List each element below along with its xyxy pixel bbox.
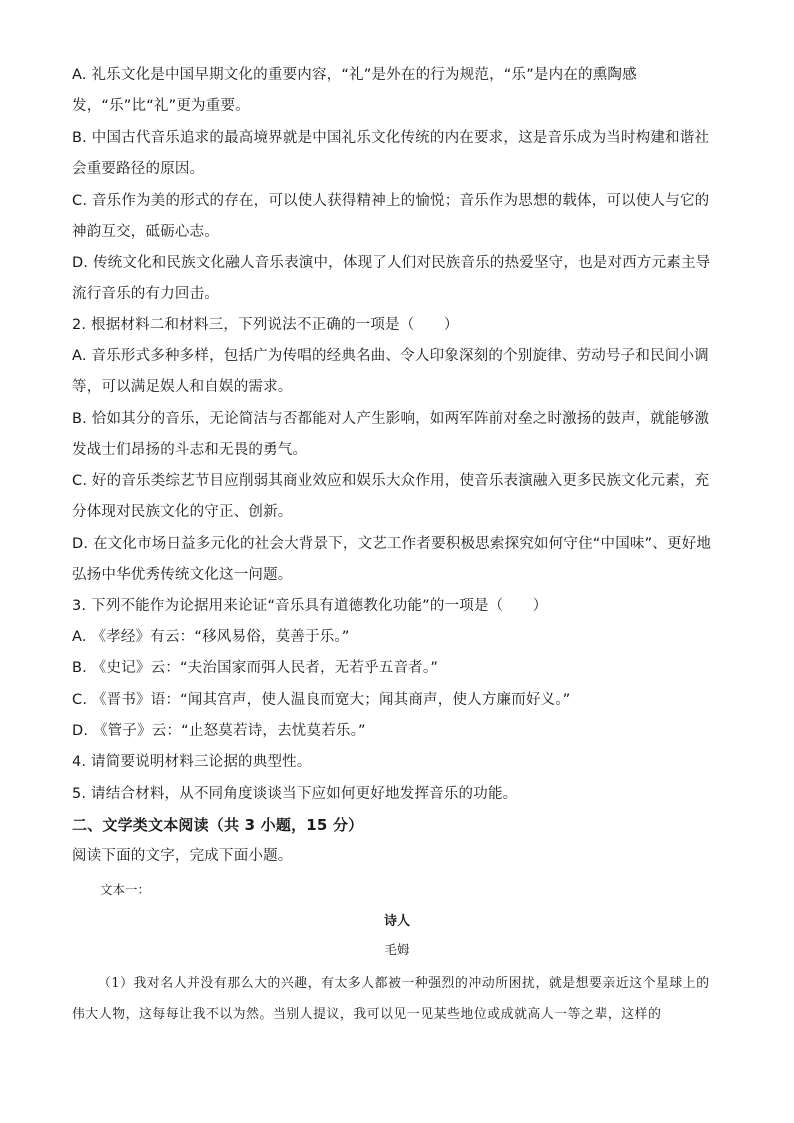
q3-option-d: D. 《管子》云：“止怒莫若诗，去忧莫若乐。” <box>72 723 366 739</box>
q3-stem: 3. 下列不能作为论据用来论证“音乐具有道德教化功能”的一项是（ ） <box>72 598 548 614</box>
q2-option-d: D. 在文化市场日益多元化的社会大背景下，文艺工作者要积极思索探究如何守住“中国味”、更好地弘扬中华优秀传统文化这一问题。 <box>72 536 712 583</box>
q2-option-a: A. 音乐形式多种多样，包括广为传唱的经典名曲、令人印象深刻的个别旋律、劳动号子和民间小调等，可以满足娱人和自娱的需求。 <box>72 348 709 395</box>
section-instruction: 阅读下面的文字，完成下面小题。 <box>72 848 293 864</box>
q4-stem: 4. 请简要说明材料三论据的典型性。 <box>72 754 312 770</box>
q1-option-c: C. 音乐作为美的形式的存在，可以使人获得精神上的愉悦；音乐作为思想的载体，可以使人与它的神韵互交，砥砺心志。 <box>72 193 710 240</box>
q2-option-b: B. 恰如其分的音乐，无论简洁与否都能对人产生影响，如两军阵前对垒之时激扬的鼓声，就能够激发战士们昂扬的斗志和无畏的勇气。 <box>72 411 710 458</box>
q1-option-d: D. 传统文化和民族文化融人音乐表演中，体现了人们对民族音乐的热爱坚守，也是对西方元素主导流行音乐的有力回击。 <box>72 255 711 302</box>
story-author: 毛姆 <box>384 942 410 957</box>
q3-option-a: A. 《孝经》有云：“移风易俗，莫善于乐。” <box>72 629 350 645</box>
q3-option-b: B. 《史记》云：“夫治国家而弭人民者，无若乎五音者。” <box>72 660 439 676</box>
q2-stem: 2. 根据材料二和材料三，下列说法不正确的一项是（ ） <box>72 317 459 333</box>
story-title: 诗人 <box>383 914 410 929</box>
q5-stem: 5. 请结合材料，从不同角度谈谈当下应如何更好地发挥音乐的功能。 <box>72 786 518 802</box>
story-paragraph-1: （1）我对名人并没有那么大的兴趣，有太多人都被一种强烈的冲动所困扰，就是想要亲近这个星球上的伟大人物，这每每让我不以为然。当别人提议，我可以见一见某些地位或成就高人一等之辈，这样的 <box>72 976 710 1022</box>
section-heading: 二、文学类文本阅读（共 3 小题，15 分） <box>72 816 364 834</box>
q1-option-b: B. 中国古代音乐追求的最高境界就是中国礼乐文化传统的内在要求，这是音乐成为当时构建和谐社会重要路径的原因。 <box>72 130 710 177</box>
q2-option-c: C. 好的音乐类综艺节目应削弱其商业效应和娱乐大众作用，使音乐表演融入更多民族文化元素，充分体现对民族文化的守正、创新。 <box>72 473 710 520</box>
text-label: 文本一： <box>100 882 151 897</box>
q3-option-c: C. 《晋书》语：“闻其宫声，使人温良而宽大；闻其商声，使人方廉而好义。” <box>72 692 571 708</box>
q1-option-a: A. 礼乐文化是中国早期文化的重要内容，“礼”是外在的行为规范，“乐”是内在的熏陶感发，“乐”比“礼”更为重要。 <box>72 67 637 114</box>
